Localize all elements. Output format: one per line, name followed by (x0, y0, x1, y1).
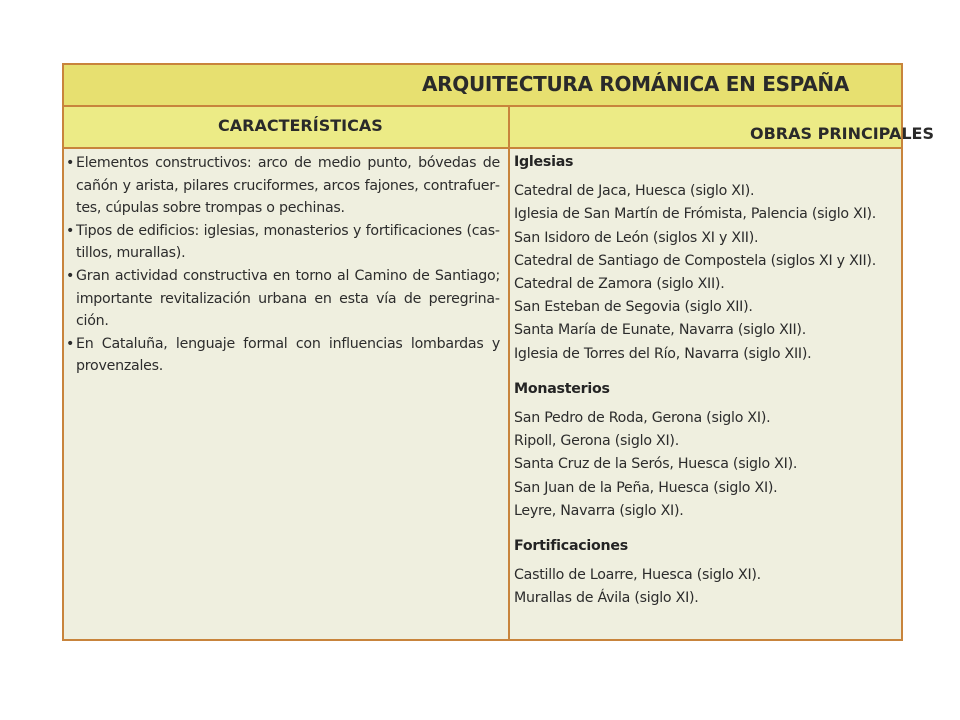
work-item: Catedral de Zamora (siglo XII). (514, 276, 725, 293)
works-column (514, 149, 900, 623)
group-title: Iglesias (514, 154, 574, 170)
characteristic-item: • Elementos constructivos: arco de medio punto, bóvedas de cañón y arista, pilares cruciformes, arcos fajones, contrafuertes, cúpulas sobre trompas o pechinas. (64, 152, 500, 220)
column-header-works: OBRAS PRINCIPALES (750, 124, 934, 143)
romanesque-table (62, 63, 934, 641)
work-item: Iglesia de Torres del Río, Navarra (siglo XII). (514, 345, 812, 362)
group-title: Fortificaciones (514, 538, 628, 555)
column-header-characteristics: CARACTERÍSTICAS (218, 116, 383, 135)
work-item: Santa María de Eunate, Navarra (siglo XII). (514, 322, 806, 339)
work-item: Iglesia de San Martín de Frómista, Palencia (siglo XI). (514, 206, 877, 223)
group-title: Monasterios (514, 380, 610, 397)
work-item: Catedral de Jaca, Huesca (siglo XI). (514, 183, 755, 200)
work-item: San Isidoro de León (siglos XI y XII). (514, 229, 759, 246)
work-item: Ripoll, Gerona (siglo XI). (514, 433, 679, 450)
group-monasterios (514, 378, 900, 523)
works-list (514, 564, 900, 610)
works-list (514, 180, 900, 366)
work-item: Castillo de Loarre, Huesca (siglo XI). (514, 567, 761, 584)
characteristics-column (64, 149, 506, 378)
work-item: Murallas de Ávila (siglo XI). (514, 590, 699, 607)
group-fortificaciones (514, 535, 900, 611)
header-row (64, 107, 934, 149)
group-iglesias (514, 151, 900, 366)
works-list (514, 407, 900, 523)
work-item: Santa Cruz de la Serós, Huesca (siglo XI). (514, 456, 798, 473)
column-divider (508, 107, 510, 641)
work-item: Leyre, Navarra (siglo XI). (514, 502, 684, 519)
characteristic-item: • Tipos de edificios: iglesias, monasterios y fortificaciones (castillos, murallas). (64, 220, 500, 265)
table-title: ARQUITECTURA ROMÁNICA EN ESPAÑA (422, 72, 849, 96)
title-row (64, 65, 901, 107)
work-item: Catedral de Santiago de Compostela (siglos XI y XII). (514, 252, 876, 269)
characteristic-item: • En Cataluña, lenguaje formal con influencias lombardas y provenzales. (64, 333, 500, 378)
work-item: San Pedro de Roda, Gerona (siglo XI). (514, 410, 771, 427)
work-item: San Esteban de Segovia (siglo XII). (514, 299, 753, 316)
characteristic-item: • Gran actividad constructiva en torno al Camino de Santiago; importante revitalización urbana en esta vía de peregrinación. (64, 265, 500, 333)
work-item: San Juan de la Peña, Huesca (siglo XI). (514, 479, 778, 496)
